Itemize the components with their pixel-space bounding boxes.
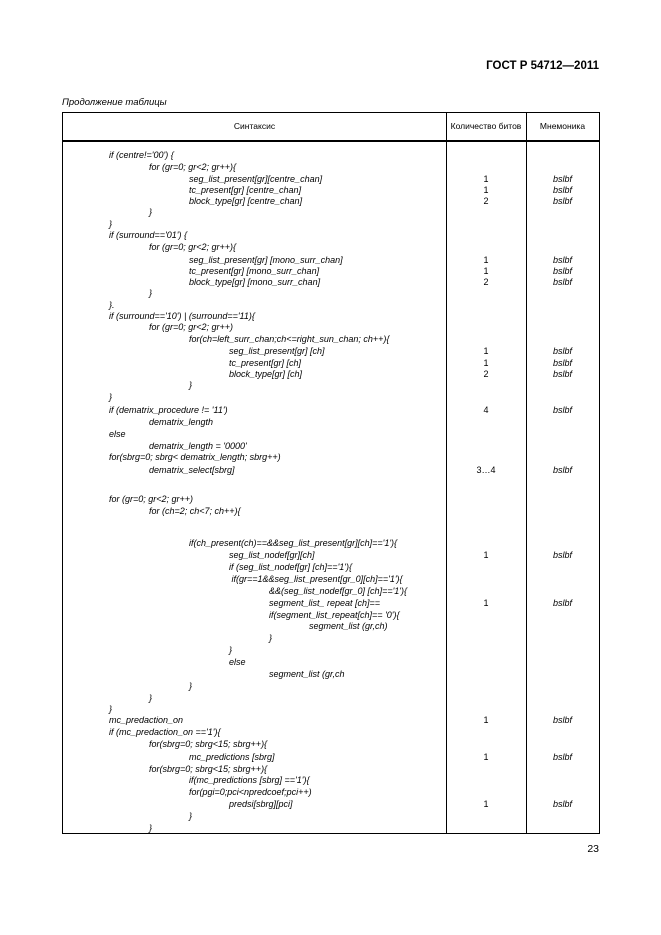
syntax-cell: for(sbrg=0; sbrg<15; sbrg++){	[149, 739, 268, 749]
syntax-cell: }	[149, 288, 153, 298]
syntax-cell: if (surround=='10') | (surround=='11){	[109, 311, 255, 321]
bit-count-cell: 3…4	[476, 465, 496, 475]
syntax-cell: seg_list_present[gr] [mono_surr_chan]	[189, 255, 343, 265]
syntax-cell: tc_present[gr] [mono_surr_chan]	[189, 266, 320, 276]
syntax-cell: &&(seg_list_nodef[gr_0] [ch]=='1'){	[269, 586, 408, 596]
syntax-cell: }	[109, 392, 113, 402]
syntax-cell: mc_predaction_on	[109, 715, 184, 725]
syntax-cell: block_type[gr] [centre_chan]	[189, 196, 303, 206]
bit-count-cell: 1	[483, 550, 489, 560]
bit-count-cell: 2	[483, 277, 489, 287]
mnemonic-cell: bslbf	[552, 174, 572, 184]
syntax-cell: else	[229, 657, 246, 667]
bit-count-cell: 1	[483, 185, 489, 195]
column-header-syntax: Синтаксис	[233, 121, 276, 132]
table-row	[63, 656, 599, 668]
syntax-cell: }	[109, 219, 113, 229]
syntax-cell: seg_list_present[gr][centre_chan]	[189, 174, 323, 184]
syntax-cell: for(ch=left_surr_chan;ch<=right_sun_chan; ch++){	[189, 334, 390, 344]
syntax-cell: seg_list_present[gr] [ch]	[229, 346, 325, 356]
table-row	[63, 416, 599, 428]
mnemonic-cell: bslbf	[552, 266, 572, 276]
syntax-cell: }	[149, 823, 153, 833]
mnemonic-cell: bslbf	[552, 405, 572, 415]
table-row	[63, 585, 599, 597]
mnemonic-cell: bslbf	[552, 715, 572, 725]
syntax-cell: if (dematrix_procedure != '11')	[109, 405, 228, 415]
syntax-cell: block_type[gr] [mono_surr_chan]	[189, 277, 321, 287]
table-row	[63, 428, 599, 440]
syntax-cell: }	[189, 811, 193, 821]
table-row	[63, 229, 599, 241]
syntax-cell: }	[149, 693, 153, 703]
syntax-cell: if (mc_predaction_on =='1'){	[109, 727, 221, 737]
table-row	[63, 287, 599, 299]
table-row	[63, 149, 599, 161]
mnemonic-cell: bslbf	[552, 255, 572, 265]
syntax-table	[62, 112, 600, 834]
mnemonic-cell: bslbf	[552, 550, 572, 560]
table-row	[63, 822, 599, 834]
mnemonic-cell: bslbf	[552, 346, 572, 356]
syntax-cell: if(ch_present(ch)==&&seg_list_present[gr][ch]=='1'){	[189, 538, 398, 548]
syntax-cell: tc_present[gr] [centre_chan]	[189, 185, 302, 195]
table-row	[63, 161, 599, 173]
table-row	[63, 241, 599, 253]
syntax-cell: for(sbrg=0; sbrg<15; sbrg++){	[149, 764, 268, 774]
table-row	[63, 751, 599, 763]
table-row	[63, 333, 599, 345]
bit-count-cell: 1	[483, 266, 489, 276]
bit-count-cell: 2	[483, 196, 489, 206]
table-row	[63, 644, 599, 656]
syntax-cell: dematrix_select[sbrg]	[149, 465, 235, 475]
table-row	[63, 786, 599, 798]
syntax-cell: if(gr==1&&seg_list_present[gr_0][ch]=='1'){	[229, 574, 403, 584]
mnemonic-cell: bslbf	[552, 598, 572, 608]
table-row	[63, 561, 599, 573]
syntax-cell: seg_list_nodef[gr][ch]	[229, 550, 315, 560]
table-row	[63, 451, 599, 463]
syntax-cell: predsi[sbrg][pci]	[229, 799, 293, 809]
mnemonic-cell: bslbf	[552, 752, 572, 762]
syntax-cell: if (centre!='00') {	[109, 150, 174, 160]
syntax-cell: if(segment_list_repeat[ch]== '0'){	[269, 610, 400, 620]
table-row	[63, 391, 599, 403]
syntax-cell: if (seg_list_nodef[gr] [ch]=='1'){	[229, 562, 353, 572]
table-row	[63, 680, 599, 692]
column-header-bit-count: Количество битов	[450, 121, 522, 132]
mnemonic-cell: bslbf	[552, 358, 572, 368]
bit-count-cell: 1	[483, 255, 489, 265]
bit-count-cell: 1	[483, 799, 489, 809]
table-row	[63, 714, 599, 726]
syntax-cell: segment_list (gr,ch)	[309, 621, 388, 631]
table-row	[63, 493, 599, 505]
table-continuation-caption: Продолжение таблицы	[62, 97, 167, 108]
syntax-cell: }	[149, 207, 153, 217]
syntax-cell: if (surround=='01') {	[109, 230, 187, 240]
syntax-cell: else	[109, 429, 126, 439]
bit-count-cell: 4	[483, 405, 489, 415]
bit-count-cell: 1	[483, 752, 489, 762]
syntax-cell: }	[269, 633, 273, 643]
syntax-cell: for (ch=2; ch<7; ch++){	[149, 506, 241, 516]
table-row	[63, 810, 599, 822]
syntax-cell: for(pgi=0;pci<npredcoef;pci++)	[189, 787, 312, 797]
mnemonic-cell: bslbf	[552, 799, 572, 809]
bit-count-cell: 2	[483, 369, 489, 379]
table-row	[63, 774, 599, 786]
syntax-cell: segment_list (gr,ch	[269, 669, 345, 679]
standard-header: ГОСТ Р 54712—2011	[486, 60, 599, 72]
table-row	[63, 345, 599, 357]
syntax-cell: }	[109, 704, 113, 714]
mnemonic-cell: bslbf	[552, 277, 572, 287]
table-row	[63, 668, 599, 680]
syntax-cell: }	[189, 681, 193, 691]
bit-count-cell: 1	[483, 174, 489, 184]
table-row	[63, 798, 599, 810]
bit-count-cell: 1	[483, 598, 489, 608]
mnemonic-cell: bslbf	[552, 196, 572, 206]
bit-count-cell: 1	[483, 358, 489, 368]
table-row	[63, 620, 599, 632]
mnemonic-cell: bslbf	[552, 465, 572, 475]
syntax-cell: dematrix_length	[149, 417, 214, 427]
syntax-cell: segment_list_ repeat [ch]==	[269, 598, 381, 608]
bit-count-cell: 1	[483, 715, 489, 725]
table-row	[63, 726, 599, 738]
syntax-cell: }	[229, 645, 233, 655]
table-row	[63, 321, 599, 333]
syntax-cell: dematrix_length = '0000'	[149, 441, 247, 451]
table-row	[63, 597, 599, 609]
table-row	[63, 404, 599, 416]
table-row	[63, 464, 599, 476]
syntax-cell: if(mc_predictions [sbrg] =='1'){	[189, 775, 310, 785]
table-row	[63, 573, 599, 585]
table-row	[63, 379, 599, 391]
syntax-cell: for (gr=0; gr<2; gr++){	[149, 242, 237, 252]
syntax-cell: }.	[109, 300, 115, 310]
table-row	[63, 632, 599, 644]
syntax-cell: tc_present[gr] [ch]	[229, 358, 302, 368]
syntax-cell: for (gr=0; gr<2; gr++){	[149, 162, 237, 172]
table-row	[63, 537, 599, 549]
mnemonic-cell: bslbf	[552, 369, 572, 379]
mnemonic-cell: bslbf	[552, 185, 572, 195]
table-row	[63, 549, 599, 561]
header-divider	[63, 140, 599, 142]
syntax-cell: for (gr=0; gr<2; gr++)	[149, 322, 234, 332]
bit-count-cell: 1	[483, 346, 489, 356]
syntax-cell: block_type[gr] [ch]	[229, 369, 303, 379]
table-row	[63, 738, 599, 750]
column-header-mnemonic: Мнемоника	[539, 121, 586, 132]
table-row	[63, 206, 599, 218]
syntax-cell: for(sbrg=0; sbrg< dematrix_length; sbrg++)	[109, 452, 281, 462]
syntax-cell: for (gr=0; gr<2; gr++)	[109, 494, 194, 504]
syntax-cell: mc_predictions [sbrg]	[189, 752, 275, 762]
table-row	[63, 505, 599, 517]
page-number: 23	[587, 843, 599, 855]
syntax-cell: }	[189, 380, 193, 390]
